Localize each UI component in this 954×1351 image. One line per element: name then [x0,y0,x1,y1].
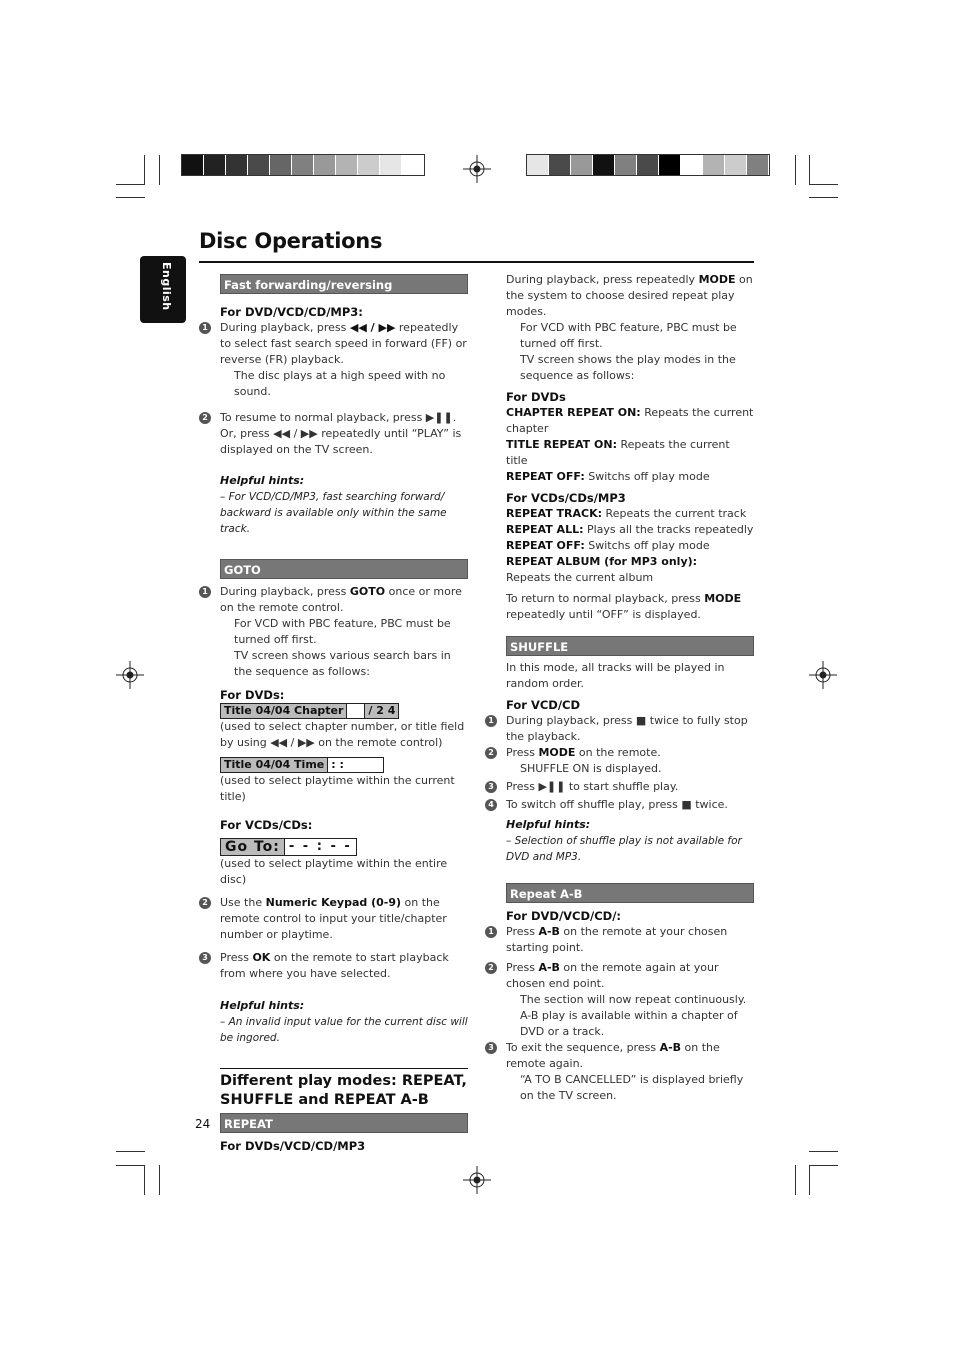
crop-mark [809,1165,810,1195]
osd-goto-caption: (used to select playtime within the entire disc) [220,857,448,886]
mode-title-repeat: TITLE REPEAT ON: Repeats the current title [506,438,730,467]
mode-repeat-album-key: REPEAT ALBUM (for MP3 only): [506,555,698,568]
mode-chapter-repeat: CHAPTER REPEAT ON: Repeats the current chapter [506,406,754,435]
color-swatch [527,155,549,175]
crop-mark [809,197,838,198]
color-swatch [402,155,424,175]
crop-mark [809,1165,838,1166]
color-bar-right [526,154,770,176]
crop-mark [116,197,145,198]
mode-repeat-off: REPEAT OFF: Switchs off play mode [506,470,710,483]
crop-mark [809,184,838,185]
color-swatch [725,155,747,175]
page-number: 24 [195,1117,211,1131]
ab-step-3: 3 To exit the sequence, press A-B on the remote again. [506,1040,754,1072]
step-number-icon: 3 [199,952,211,964]
registration-mark-icon [463,1166,491,1194]
crop-mark [144,155,145,185]
repeat-note-2: TV screen shows the play modes in the sequence as follows: [520,353,736,382]
registration-mark-icon [463,155,491,183]
crop-mark [809,1151,838,1152]
color-swatch [615,155,637,175]
language-tab-label: English [160,262,173,311]
step-number-icon: 4 [485,799,497,811]
color-swatch [336,155,358,175]
shuffle-step-3: 3 Press ▶❚❚ to start shuffle play. [506,779,754,795]
mode-repeat-album: Repeats the current album [506,571,654,584]
goto-step-1-note1: For VCD with PBC feature, PBC must be turned off first. [234,617,451,646]
shuffle-step-2-note: SHUFFLE ON is displayed. [520,762,662,775]
repeat-for-label: For DVDs/VCD/CD/MP3 [220,1139,366,1153]
language-tab [140,256,186,323]
color-swatch [292,155,314,175]
ff-hint: – For VCD/CD/MP3, fast searching forward/ backward is available only within the same track. [220,491,447,535]
osd-chapter-bar: Title 04/04 Chapter / 2 4 [220,703,399,719]
goto-hint-title: Helpful hints: [220,999,305,1012]
osd-chapter-caption: (used to select chapter number, or title field by using ◀◀ / ▶▶ on the remote control) [220,720,465,749]
color-swatch [226,155,248,175]
title-divider [199,261,754,263]
ff-step-2: 2 To resume to normal playback, press ▶❚❚. Or, press ◀◀ / ▶▶ repeatedly until “PLAY” is displayed on the TV screen. [220,410,468,458]
repeat-for-dvds: For DVDs [506,390,566,404]
color-bar-left [181,154,425,176]
step-number-icon: 2 [485,747,497,759]
shuffle-step-4: 4 To switch off shuffle play, press ■ twice. [506,797,754,813]
crop-mark [795,155,796,185]
color-swatch [571,155,593,175]
goto-step-1: 1 During playback, press GOTO once or more on the remote control. [220,584,468,616]
section-header-goto: GOTO [220,559,468,579]
step-number-icon: 1 [485,715,497,727]
color-swatch [703,155,725,175]
ab-step-2: 2 Press A-B on the remote again at your chosen end point. [506,960,754,992]
crop-mark [795,1165,796,1195]
color-swatch [380,155,402,175]
goto-hint: – An invalid input value for the current disc will be ingored. [220,1016,468,1044]
step-number-icon: 3 [485,781,497,793]
crop-mark [159,155,160,185]
step-number-icon: 3 [485,1042,497,1054]
crop-mark [116,1151,145,1152]
repeat-return: To return to normal playback, press MODE repeatedly until “OFF” is displayed. [506,592,742,621]
color-swatch [182,155,204,175]
shuffle-step-2: 2 Press MODE on the remote. [506,745,754,761]
ab-step-2-note1: The section will now repeat continuously. [520,993,747,1006]
ab-for-label: For DVD/VCD/CD/: [506,909,622,923]
left-column [202,274,468,1154]
section-header-repeat: REPEAT [220,1113,468,1133]
step-number-icon: 1 [485,926,497,938]
step-number-icon: 1 [199,586,211,598]
shuffle-intro: In this mode, all tracks will be played in random order. [506,661,725,690]
ff-for-label: For DVD/VCD/CD/MP3: [220,305,363,319]
play-modes-title: Different play modes: REPEAT, SHUFFLE and REPEAT A-B [220,1068,468,1110]
ab-step-1: 1 Press A-B on the remote at your chosen starting point. [506,924,754,956]
ab-step-3-note: “A TO B CANCELLED” is displayed briefly on the TV screen. [520,1073,744,1102]
color-swatch [659,155,681,175]
page-title: Disc Operations [199,229,383,253]
ff-hint-title: Helpful hints: [220,474,305,487]
color-swatch [681,155,703,175]
osd-time-caption: (used to select playtime within the current title) [220,774,455,803]
ff-step-1-note: The disc plays at a high speed with no sound. [234,369,446,398]
color-swatch [314,155,336,175]
color-swatch [637,155,659,175]
crop-mark [116,1165,145,1166]
color-swatch [593,155,615,175]
mode-repeat-track: REPEAT TRACK: Repeats the current track [506,507,747,520]
color-swatch [204,155,226,175]
shuffle-step-1: 1 During playback, press ■ twice to fully stop the playback. [506,713,754,745]
mode-repeat-off-2: REPEAT OFF: Switchs off play mode [506,539,710,552]
mode-repeat-all: REPEAT ALL: Plays all the tracks repeatedly [506,523,754,536]
osd-time-bar: Title 04/04 Time : : [220,757,384,773]
crop-mark [144,1165,145,1195]
goto-step-1-note2: TV screen shows various search bars in the sequence as follows: [234,649,451,678]
ff-step-1: 1 During playback, press ◀◀ / ▶▶ repeatedly to select fast search speed in forward (FF) or reverse (FR) playback. [220,320,468,368]
shuffle-for-label: For VCD/CD [506,698,581,712]
section-header-ff: Fast forwarding/reversing [220,274,468,294]
repeat-intro: During playback, press repeatedly MODE on the system to choose desired repeat play modes. [506,273,753,318]
goto-step-3: 3 Press OK on the remote to start playback from where you have selected. [220,950,468,982]
step-number-icon: 2 [199,412,211,424]
ab-step-2-note2: A-B play is available within a chapter of DVD or a track. [520,1009,738,1038]
step-number-icon: 2 [485,962,497,974]
right-column [488,272,754,1104]
section-header-shuffle: SHUFFLE [506,636,754,656]
goto-step-2: 2 Use the Numeric Keypad (0-9) on the remote control to input your title/chapter number or playtime. [220,895,468,943]
color-swatch [358,155,380,175]
color-swatch [248,155,270,175]
color-swatch [270,155,292,175]
repeat-for-vcds: For VCDs/CDs/MP3 [506,491,626,505]
step-number-icon: 1 [199,322,211,334]
registration-mark-icon [809,661,837,689]
osd-goto-bar: Go To: - - : - - [220,838,357,856]
goto-for-vcds: For VCDs/CDs: [220,818,313,832]
step-number-icon: 2 [199,897,211,909]
crop-mark [159,1165,160,1195]
color-swatch [549,155,571,175]
section-header-ab: Repeat A-B [506,883,754,903]
goto-for-dvds: For DVDs: [220,688,285,702]
crop-mark [809,155,810,185]
crop-mark [116,184,145,185]
repeat-note-1: For VCD with PBC feature, PBC must be turned off first. [520,321,737,350]
registration-mark-icon [116,661,144,689]
color-swatch [747,155,769,175]
shuffle-hint-title: Helpful hints: [506,818,591,831]
shuffle-hint: – Selection of shuffle play is not available for DVD and MP3. [506,835,742,863]
